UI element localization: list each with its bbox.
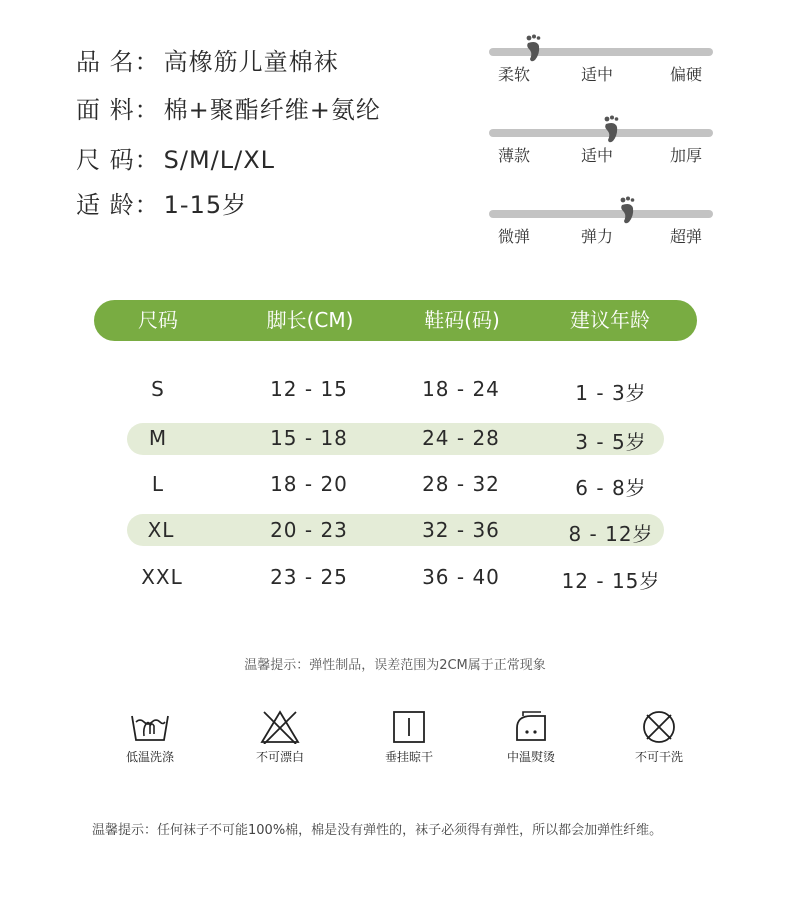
cell-shoe-size: 36 - 40 xyxy=(422,565,500,589)
low-temp-wash-icon xyxy=(130,710,170,744)
info-row-fabric xyxy=(76,90,381,125)
medium-iron-icon xyxy=(511,710,551,744)
cell-size: L xyxy=(151,472,165,496)
elasticity-slider xyxy=(489,210,713,260)
cell-foot-length: 20 - 23 xyxy=(270,518,348,542)
header-size: 尺码 xyxy=(138,308,178,332)
care-item-dryclean xyxy=(604,710,714,765)
slider-label-high: 超弹 xyxy=(670,227,703,246)
cell-foot-length: 15 - 18 xyxy=(270,426,348,450)
cell-age: 6 - 8岁 xyxy=(575,476,647,500)
slider-label-low: 薄款 xyxy=(498,146,531,165)
info-value: 1-15岁 xyxy=(163,191,248,219)
care-label: 不可干洗 xyxy=(634,750,683,764)
foot-icon xyxy=(523,34,545,64)
info-value: 棉+聚酯纤维+氨纶 xyxy=(163,96,381,124)
material-tip: 温馨提示：任何袜子不可能100%棉，棉是没有弹性的，袜子必须得有弹性，所以都会加弹性纤维。 xyxy=(92,823,663,838)
cell-size: M xyxy=(148,426,168,450)
size-table-header xyxy=(94,300,697,341)
care-label: 中温熨烫 xyxy=(506,750,555,764)
cell-size: S xyxy=(151,377,165,401)
softness-slider xyxy=(489,48,713,98)
care-label: 垂挂晾干 xyxy=(384,750,433,764)
slider-label-high: 偏硬 xyxy=(670,65,703,84)
cell-shoe-size: 32 - 36 xyxy=(422,518,500,542)
cell-size: XXL xyxy=(141,565,183,589)
thickness-slider xyxy=(489,129,713,179)
cell-age: 8 - 12岁 xyxy=(568,522,654,546)
cell-size: XL xyxy=(147,518,175,542)
cell-foot-length: 18 - 20 xyxy=(270,472,348,496)
cell-shoe-size: 28 - 32 xyxy=(422,472,500,496)
header-age: 建议年龄 xyxy=(570,308,650,332)
hang-dry-icon xyxy=(389,710,429,744)
slider-label-low: 微弹 xyxy=(498,227,531,246)
info-key: 尺 码： xyxy=(76,146,160,174)
cell-shoe-size: 18 - 24 xyxy=(422,377,500,401)
header-shoe-size: 鞋码(码) xyxy=(424,308,500,332)
cell-shoe-size: 24 - 28 xyxy=(422,426,500,450)
care-item-iron xyxy=(476,710,586,765)
cell-age: 3 - 5岁 xyxy=(575,430,647,454)
slider-label-low: 柔软 xyxy=(498,65,531,84)
no-dry-clean-icon xyxy=(639,710,679,744)
slider-label-high: 加厚 xyxy=(670,146,703,165)
slider-track xyxy=(489,210,713,218)
elasticity-tip: 温馨提示：弹性制品，误差范围为2CM属于正常现象 xyxy=(244,658,546,673)
info-key: 面 料： xyxy=(76,96,160,124)
care-item-wash xyxy=(95,710,205,765)
header-foot-length: 脚长(CM) xyxy=(266,308,354,332)
care-item-dry xyxy=(354,710,464,765)
care-item-bleach xyxy=(225,710,335,765)
cell-age: 1 - 3岁 xyxy=(575,381,647,405)
slider-label-mid: 适中 xyxy=(581,65,614,84)
cell-foot-length: 12 - 15 xyxy=(270,377,348,401)
info-value: S/M/L/XL xyxy=(163,146,276,174)
foot-icon xyxy=(601,115,623,145)
info-row-size xyxy=(76,140,275,175)
slider-label-mid: 弹力 xyxy=(581,227,614,246)
info-row-name xyxy=(76,42,339,77)
cell-age: 12 - 15岁 xyxy=(561,569,661,593)
care-label: 低温洗涤 xyxy=(125,750,174,764)
no-bleach-icon xyxy=(260,710,300,744)
cell-foot-length: 23 - 25 xyxy=(270,565,348,589)
info-key: 适 龄： xyxy=(76,191,160,219)
foot-icon xyxy=(617,196,639,226)
info-value: 高橡筋儿童棉袜 xyxy=(163,48,339,76)
info-key: 品 名： xyxy=(76,48,160,76)
care-label: 不可漂白 xyxy=(255,750,304,764)
slider-label-mid: 适中 xyxy=(581,146,614,165)
info-row-age xyxy=(76,185,247,220)
